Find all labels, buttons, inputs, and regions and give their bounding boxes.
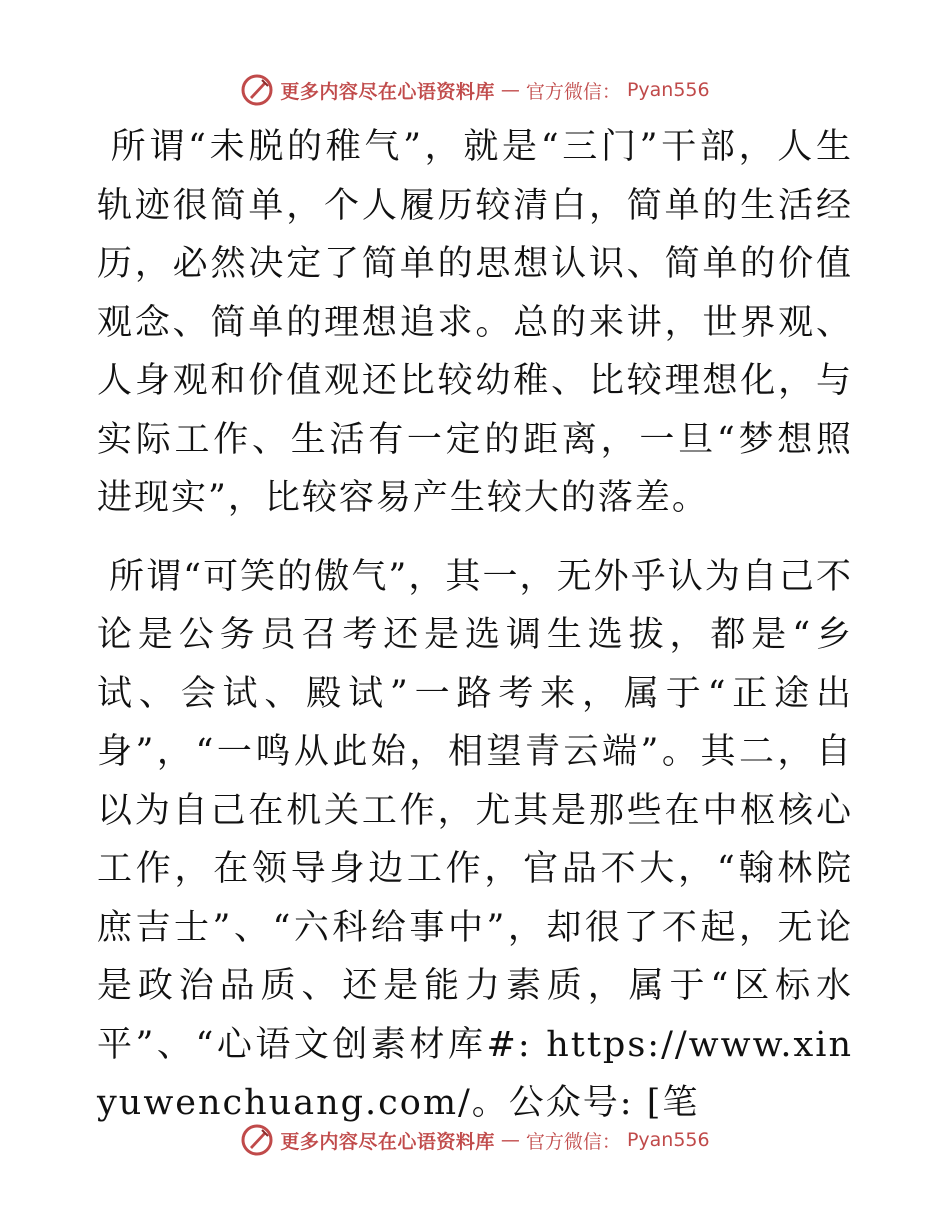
paragraph-2-text: 所谓“可笑的傲气”，其一，无外乎认为自己不论是公务员召考还是选调生选拔，都是“乡试、会试、殿试”一路考来，属于“正途出身”，“一鸣从此始，相望青云端”。其二，自以为自己在机关工作，尤其是那些在中枢核心工作，在领导身边工作，官品不大，“翰林院庶吉士”、“六科给事中”，却很了不起，无论是政治品质、还是能力素质，属于“区标水平”、“心语文创素材库#: https://www.xinyuwenchuang.com/。公众号: [笔	[97, 556, 853, 1123]
banner-wechat-id: Pyan556	[626, 1129, 710, 1151]
banner-sub-text: 官方微信：	[525, 1130, 621, 1153]
quill-logo-icon	[240, 73, 274, 107]
banner-main-text: 更多内容尽在心语资料库	[280, 1130, 495, 1153]
paragraph-2	[97, 548, 853, 1133]
banner-separator: —	[500, 1129, 520, 1151]
banner-main-text: 更多内容尽在心语资料库	[280, 80, 495, 103]
banner-sub-text: 官方微信：	[525, 80, 621, 103]
quill-logo-icon	[240, 1123, 274, 1157]
header-watermark-banner	[0, 70, 950, 110]
footer-watermark-banner	[0, 1120, 950, 1160]
paragraph-1	[97, 118, 853, 528]
banner-separator: —	[500, 79, 520, 101]
document-body	[97, 118, 853, 1153]
banner-wechat-id: Pyan556	[626, 79, 710, 101]
paragraph-1-text: 所谓“未脱的稚气”，就是“三门”干部，人生轨迹很简单，个人履历较清白，简单的生活经历，必然决定了简单的思想认识、简单的价值观念、简单的理想追求。总的来讲，世界观、人身观和价值观还比较幼稚、比较理想化，与实际工作、生活有一定的距离，一旦“梦想照进现实”，比较容易产生较大的落差。	[97, 127, 853, 518]
